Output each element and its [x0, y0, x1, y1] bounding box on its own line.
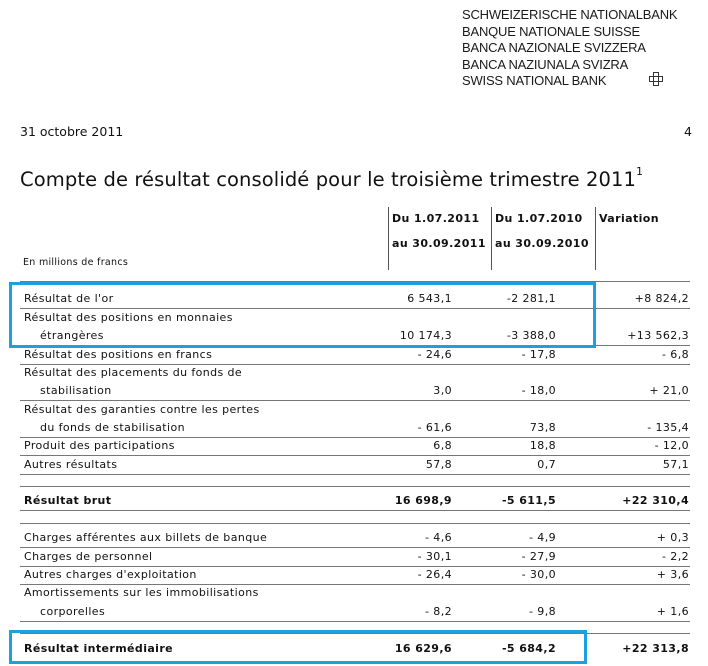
column-header-2011-line1: Du 1.07.2011	[392, 212, 480, 225]
value-variation: + 21,0	[649, 384, 689, 397]
table-row-total	[20, 492, 690, 511]
column-header-2010-line1: Du 1.07.2010	[495, 212, 583, 225]
row-label: Résultat des placements du fonds de	[24, 366, 243, 379]
value-2010: - 30,0	[521, 568, 556, 581]
value-2010: -5 611,5	[501, 494, 556, 507]
value-2011: - 61,6	[417, 421, 452, 434]
bank-name-it: BANCA NAZIONALE SVIZZERA	[462, 40, 646, 55]
table-row	[20, 401, 690, 419]
row-label: Résultat des garanties contre les pertes	[24, 403, 260, 416]
row-label: Résultat intermédiaire	[24, 642, 174, 655]
page-number: 4	[684, 124, 692, 139]
row-label: Charges afférentes aux billets de banque	[24, 531, 268, 544]
value-variation: - 2,2	[662, 550, 689, 563]
section-rule	[20, 486, 690, 487]
table-row	[20, 382, 690, 401]
column-divider	[491, 207, 492, 270]
value-2010: - 9,8	[529, 605, 556, 618]
table-row	[20, 346, 690, 365]
value-2010: - 27,9	[521, 550, 556, 563]
value-variation: - 6,8	[662, 348, 689, 361]
value-2011: 16 698,9	[394, 494, 452, 507]
row-label: Autres charges d'exploitation	[24, 568, 197, 581]
page-title	[20, 164, 644, 191]
table-row	[20, 584, 690, 602]
table-row	[20, 364, 690, 382]
value-2010: - 17,8	[521, 348, 556, 361]
value-variation: +22 313,8	[622, 642, 689, 655]
value-variation: - 135,4	[647, 421, 689, 434]
bank-name-fr: BANQUE NATIONALE SUISSE	[462, 23, 640, 39]
value-variation: +22 310,4	[622, 494, 689, 507]
unit-label: En millions de francs	[23, 257, 129, 268]
value-2010: -2 281,1	[506, 292, 556, 305]
row-label: Résultat des positions en francs	[24, 348, 213, 361]
title-footnote: 1	[636, 164, 644, 178]
row-label: corporelles	[40, 605, 106, 618]
row-label: du fonds de stabilisation	[40, 421, 185, 434]
row-label: stabilisation	[40, 384, 112, 397]
value-2011: - 24,6	[417, 348, 452, 361]
value-2011: - 8,2	[425, 605, 452, 618]
column-header-2010-line2: au 30.09.2010	[495, 237, 589, 250]
value-2011: 16 629,6	[394, 642, 452, 655]
column-divider	[388, 207, 389, 270]
value-2010: 18,8	[529, 439, 556, 452]
column-header-2011-line2: au 30.09.2011	[392, 237, 486, 250]
table-row	[20, 548, 690, 567]
table-row	[20, 437, 690, 456]
value-variation: + 0,3	[656, 531, 689, 544]
value-2011: - 4,6	[425, 531, 452, 544]
row-label: Résultat brut	[24, 494, 112, 507]
value-variation: +13 562,3	[627, 329, 689, 342]
value-2011: 10 174,3	[399, 329, 452, 342]
column-header-variation: Variation	[599, 212, 659, 225]
row-label: Résultat des positions en monnaies	[24, 311, 233, 324]
table-row	[20, 603, 690, 622]
value-2010: 0,7	[537, 458, 556, 471]
value-variation: +8 824,2	[634, 292, 689, 305]
document-date: 31 octobre 2011	[20, 124, 124, 139]
value-variation: + 1,6	[656, 605, 689, 618]
value-2010: - 18,0	[521, 384, 556, 397]
bank-name-de: SCHWEIZERISCHE NATIONALBANK	[462, 7, 678, 22]
value-variation: 57,1	[662, 458, 689, 471]
bank-names-block	[462, 7, 677, 90]
value-2011: 3,0	[433, 384, 452, 397]
value-2010: -3 388,0	[506, 329, 556, 342]
value-variation: + 3,6	[656, 568, 689, 581]
value-2011: - 26,4	[417, 568, 452, 581]
table-row	[20, 456, 690, 475]
section-rule	[20, 523, 690, 524]
table-row	[20, 419, 690, 438]
row-label: Amortissements sur les immobilisations	[24, 586, 259, 599]
value-2010: - 4,9	[529, 531, 556, 544]
highlight-box-intermediate-result	[9, 630, 587, 664]
title-text: Compte de résultat consolidé pour le troisième trimestre 2011	[20, 168, 637, 191]
value-variation: - 12,0	[654, 439, 689, 452]
value-2010: -5 684,2	[501, 642, 556, 655]
value-2011: - 30,1	[417, 550, 452, 563]
value-2010: 73,8	[529, 421, 556, 434]
value-2011: 6,8	[433, 439, 452, 452]
table-row	[20, 529, 690, 548]
table-row	[20, 566, 690, 585]
row-label: Produit des participations	[24, 439, 175, 452]
bank-name-en: SWISS NATIONAL BANK	[462, 73, 607, 88]
row-label: Charges de personnel	[24, 550, 153, 563]
bank-name-rm: BANCA NAZIUNALA SVIZRA	[462, 56, 629, 72]
swiss-cross-icon	[649, 72, 663, 86]
column-divider	[595, 207, 596, 270]
row-label: Autres résultats	[24, 458, 118, 471]
row-label: étrangères	[40, 329, 104, 342]
value-2011: 57,8	[425, 458, 452, 471]
row-label: Résultat de l'or	[24, 292, 114, 305]
value-2011: 6 543,1	[407, 292, 452, 305]
highlight-box-foreign-currency	[9, 282, 596, 348]
